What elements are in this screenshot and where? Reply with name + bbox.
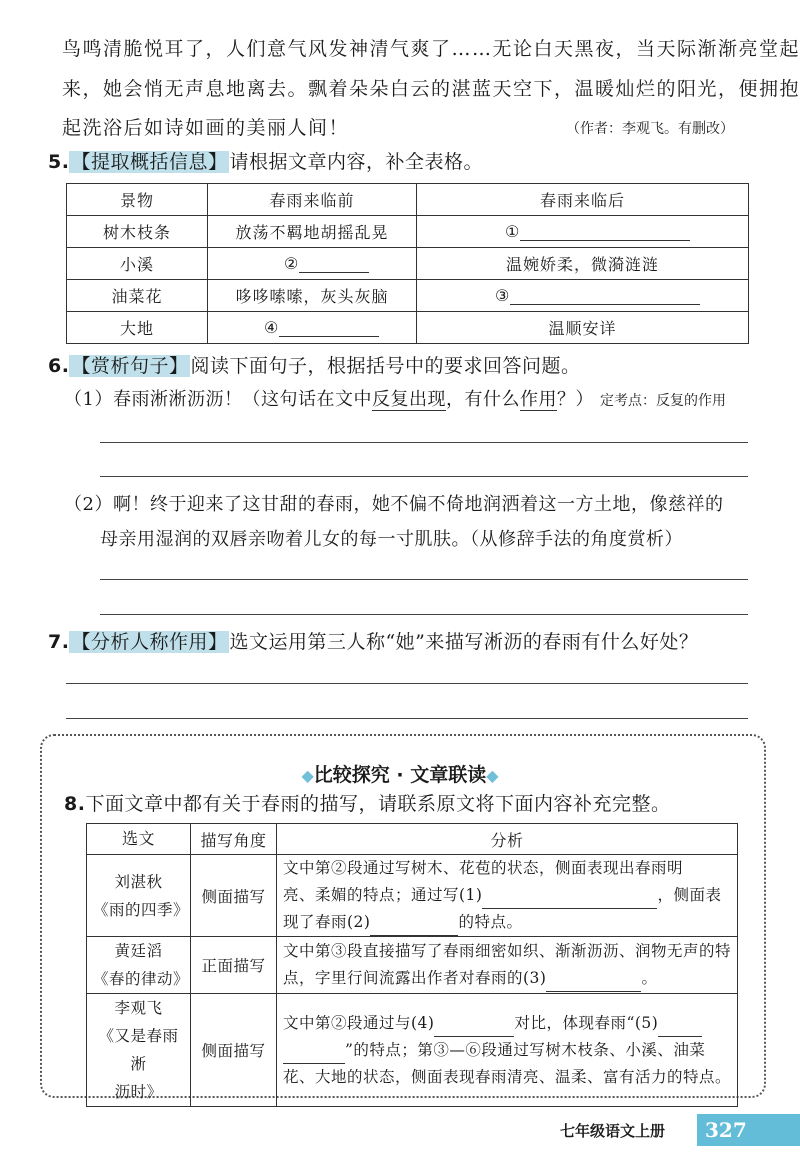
- question-6-tag: 【赏析句子】: [71, 355, 189, 377]
- question-5-text: 请根据文章内容，补全表格。: [229, 151, 483, 173]
- work-cell: [87, 937, 191, 994]
- table-cell: 温顺安详: [417, 312, 749, 344]
- analysis-line: [283, 965, 731, 992]
- answer-blank-cell[interactable]: [417, 216, 749, 248]
- work-title: 《雨的四季》: [93, 900, 190, 919]
- analysis-text: ”的特点；第③—⑥段通过写树木枝条、小溪、油菜: [344, 1040, 706, 1059]
- analysis-line: [283, 909, 731, 936]
- analysis-text: 的特点。: [458, 913, 523, 931]
- table-cell: 油菜花: [67, 280, 208, 312]
- analysis-cell: [276, 937, 737, 994]
- diamond-icon: ◆: [486, 766, 499, 785]
- blank-number: ①: [505, 222, 521, 241]
- analysis-text: 点，字里行间流露出作者对春雨的(3): [282, 969, 547, 987]
- table-row: [67, 312, 749, 344]
- question-6-1-mid: ，有什么: [445, 389, 520, 410]
- question-7-text: 选文运用第三人称“她”来描写淅沥的春雨有什么好处？: [229, 631, 699, 653]
- table-row: [67, 248, 749, 280]
- table-header-row: [67, 184, 749, 216]
- answer-blank[interactable]: [370, 919, 458, 936]
- question-7-number: 7.: [48, 631, 70, 653]
- analysis-text: 亮、柔媚的特点；通过写(1): [282, 886, 483, 904]
- question-6: [48, 351, 580, 378]
- analysis-cell: [276, 855, 737, 937]
- author: 李观飞: [114, 999, 163, 1017]
- book-label: 七年级语文上册: [560, 1122, 666, 1140]
- answer-line[interactable]: [100, 476, 748, 477]
- table-header-cell: 春雨来临前: [208, 184, 417, 216]
- work-title: 沥时》: [114, 1083, 163, 1101]
- table-header-cell: 春雨来临后: [417, 184, 749, 216]
- answer-blank[interactable]: [658, 1020, 702, 1037]
- table-row: [87, 937, 738, 994]
- question-6-1-underline-1: 反复出现: [371, 389, 446, 410]
- table-header-cell: 景物: [67, 184, 208, 216]
- table-cell: 小溪: [67, 248, 208, 280]
- diamond-icon: ◆: [301, 766, 314, 785]
- table-cell: 温婉娇柔，微漪涟涟: [417, 248, 749, 280]
- blank-number: ③: [495, 286, 511, 305]
- table-row: [87, 855, 738, 937]
- question-6-1-hint: 定考点：反复的作用: [600, 393, 726, 409]
- table-row: [87, 994, 738, 1107]
- work-cell: [87, 994, 191, 1107]
- question-5-tag: 【提取概括信息】: [71, 151, 228, 173]
- analysis-line: 文中第②段通过写树木、花苞的状态，侧面表现出春雨明: [282, 859, 683, 877]
- question-6-1-underline-2: 作用: [519, 389, 557, 410]
- answer-blank-cell[interactable]: [208, 312, 417, 344]
- passage-source: （作者：李观飞。有删改）: [566, 121, 734, 137]
- table-cell: 哆哆嗦嗦，灰头灰脑: [208, 280, 417, 312]
- work-cell: [87, 855, 191, 937]
- question-6-1: [64, 385, 594, 411]
- analysis-text: ，侧面表: [657, 886, 722, 904]
- question-7-tag: 【分析人称作用】: [71, 631, 228, 653]
- analysis-line: 文中第③段直接描写了春雨细密如织、渐渐沥沥、润物无声的特: [282, 942, 731, 960]
- work-title: 《春的律动》: [93, 970, 190, 988]
- question-8-number: 8.: [64, 793, 86, 815]
- section-title-text: 比较探究 · 文章联读: [313, 764, 487, 786]
- answer-blank[interactable]: [482, 892, 657, 909]
- answer-blank[interactable]: [434, 1020, 514, 1037]
- question-5: [48, 147, 483, 174]
- analysis-line: [283, 1010, 731, 1037]
- answer-line[interactable]: [66, 683, 748, 684]
- section-title: [0, 760, 800, 787]
- answer-blank[interactable]: [546, 975, 641, 992]
- answer-line[interactable]: [100, 579, 748, 580]
- answer-blank[interactable]: [283, 1047, 345, 1064]
- question-8: [64, 789, 670, 816]
- question-6-1-prefix: （1）春雨淅淅沥沥！（这句话在文中: [64, 389, 372, 410]
- table-row: [67, 280, 749, 312]
- analysis-text: 文中第②段通过与(4): [282, 1013, 435, 1032]
- blank-number: ②: [284, 254, 300, 273]
- question-6-1-suffix: ？）: [556, 389, 594, 410]
- answer-line[interactable]: [66, 718, 748, 719]
- blank-number: ④: [264, 318, 280, 337]
- question-6-text: 阅读下面句子，根据括号中的要求回答问题。: [190, 355, 581, 377]
- analysis-text: 。: [641, 969, 658, 987]
- answer-line[interactable]: [100, 614, 748, 615]
- table-header-cell: 选文: [87, 824, 191, 855]
- table-cell: 放荡不羁地胡摇乱晃: [208, 216, 417, 248]
- answer-blank-cell[interactable]: [208, 248, 417, 280]
- table-header-cell: 描写角度: [190, 824, 276, 855]
- answer-blank[interactable]: [279, 320, 379, 337]
- question-8-text: 下面文章中都有关于春雨的描写，请联系原文将下面内容补充完整。: [85, 793, 671, 815]
- question-8-table: [86, 823, 738, 1107]
- answer-blank[interactable]: [299, 256, 369, 273]
- analysis-line: [283, 882, 731, 909]
- table-cell: 大地: [67, 312, 208, 344]
- answer-blank[interactable]: [510, 288, 700, 305]
- work-title: 《又是春雨淅: [98, 1027, 179, 1073]
- table-header-row: [87, 824, 738, 855]
- table-row: [67, 216, 749, 248]
- analysis-line: 花、大地的状态，侧面表现春雨清亮、温柔、富有活力的特点。: [282, 1067, 731, 1086]
- question-6-number: 6.: [48, 355, 70, 377]
- analysis-cell: [276, 994, 737, 1107]
- angle-cell: 侧面描写: [190, 855, 276, 937]
- table-header-cell: 分析: [276, 824, 737, 855]
- author: 刘湛秋: [114, 872, 163, 891]
- answer-blank-cell[interactable]: [417, 280, 749, 312]
- answer-line[interactable]: [100, 442, 748, 443]
- analysis-line: [283, 1037, 731, 1064]
- question-5-table: [66, 183, 749, 344]
- question-6-2-line-2: 母亲用湿润的双唇亲吻着儿女的每一寸肌肤。（从修辞手法的角度赏析）: [100, 529, 683, 550]
- page-number: 327: [697, 1114, 800, 1146]
- table-cell: 树木枝条: [67, 216, 208, 248]
- answer-blank[interactable]: [520, 224, 690, 241]
- analysis-text: 对比，体现春雨“(5): [514, 1013, 659, 1032]
- author: 黄廷滔: [114, 942, 163, 960]
- angle-cell: 侧面描写: [190, 994, 276, 1107]
- question-6-2-line-1: （2）啊！终于迎来了这甘甜的春雨，她不偏不倚地润洒着这一方土地，像慈祥的: [64, 494, 724, 515]
- passage-line-1: 鸟鸣清脆悦耳了，人们意气风发神清气爽了……无论白天黑夜，当天际渐渐亮堂起: [62, 38, 800, 60]
- passage-line-2: 来，她会悄无声息地离去。飘着朵朵白云的湛蓝天空下，温暖灿烂的阳光，便拥抱: [62, 78, 800, 100]
- passage-line-3: 起洗浴后如诗如画的美丽人间！: [62, 117, 350, 139]
- question-5-number: 5.: [48, 151, 70, 173]
- analysis-text: 现了春雨(2): [282, 913, 371, 931]
- angle-cell: 正面描写: [190, 937, 276, 994]
- question-7: [48, 627, 698, 654]
